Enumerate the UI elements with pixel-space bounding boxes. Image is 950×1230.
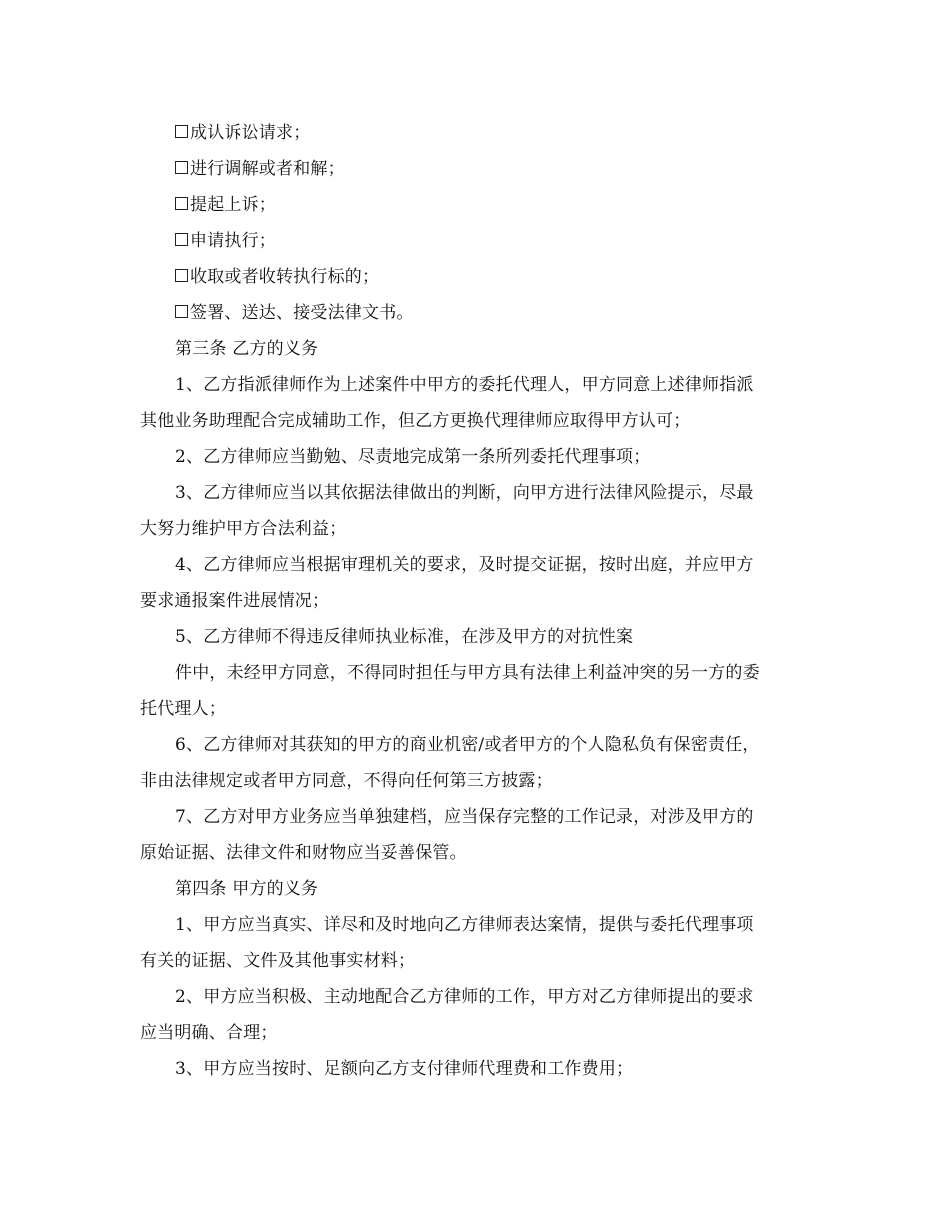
paragraph-line: 原始证据、法律文件和财物应当妥善保管。	[140, 843, 467, 863]
checklist-text: 成认诉讼请求；	[190, 123, 311, 143]
paragraph-line: 7、乙方对甲方业务应当单独建档，应当保存完整的工作记录，对涉及甲方的	[175, 807, 754, 827]
paragraph-line: 2、甲方应当积极、主动地配合乙方律师的工作，甲方对乙方律师提出的要求	[175, 987, 754, 1007]
checkbox-icon	[175, 233, 188, 246]
checkbox-icon	[175, 125, 188, 138]
checkbox-icon	[175, 161, 188, 174]
paragraph-line: 托代理人；	[140, 699, 226, 719]
paragraph-line: 有关的证据、文件及其他事实材料；	[140, 951, 416, 971]
paragraph-line: 件中，未经甲方同意，不得同时担任与甲方具有法律上利益冲突的另一方的委	[175, 663, 760, 683]
article-4-heading: 第四条 甲方的义务	[175, 879, 319, 899]
checkbox-icon	[175, 197, 188, 210]
checklist-item	[0, 266, 950, 288]
checkbox-icon	[175, 305, 188, 318]
paragraph-line: 1、甲方应当真实、详尽和及时地向乙方律师表达案情，提供与委托代理事项	[175, 915, 754, 935]
paragraph-line: 3、甲方应当按时、足额向乙方支付律师代理费和工作费用；	[175, 1059, 634, 1079]
checklist-item	[0, 158, 950, 180]
checklist-text: 进行调解或者和解；	[190, 159, 345, 179]
checklist-item	[0, 230, 950, 252]
paragraph-line: 4、乙方律师应当根据审理机关的要求，及时提交证据，按时出庭，并应甲方	[175, 555, 754, 575]
paragraph-line: 应当明确、合理；	[140, 1023, 278, 1043]
paragraph-line: 3、乙方律师应当以其依据法律做出的判断，向甲方进行法律风险提示，尽最	[175, 483, 754, 503]
checklist-item	[0, 302, 950, 324]
checklist-text: 签署、送达、接受法律文书。	[190, 303, 414, 323]
article-3-heading: 第三条 乙方的义务	[175, 339, 319, 359]
paragraph-line: 其他业务助理配合完成辅助工作，但乙方更换代理律师应取得甲方认可；	[140, 411, 691, 431]
checklist-text: 收取或者收转执行标的；	[190, 267, 380, 287]
paragraph-line: 大努力维护甲方合法利益；	[140, 519, 347, 539]
checklist-item	[0, 194, 950, 216]
checklist-text: 提起上诉；	[190, 195, 276, 215]
paragraph-line: 2、乙方律师应当勤勉、尽责地完成第一条所列委托代理事项；	[175, 447, 651, 467]
checklist-text: 申请执行；	[190, 231, 276, 251]
checklist-item	[0, 122, 950, 144]
paragraph-line: 6、乙方律师对其获知的甲方的商业机密/或者甲方的个人隐私负有保密责任，	[175, 735, 760, 755]
paragraph-line: 1、乙方指派律师作为上述案件中甲方的委托代理人，甲方同意上述律师指派	[175, 375, 754, 395]
paragraph-line: 要求通报案件进展情况；	[140, 591, 330, 611]
paragraph-line: 非由法律规定或者甲方同意，不得向任何第三方披露；	[140, 771, 553, 791]
checkbox-icon	[175, 269, 188, 282]
paragraph-line: 5、乙方律师不得违反律师执业标准，在涉及甲方的对抗性案	[175, 627, 634, 647]
